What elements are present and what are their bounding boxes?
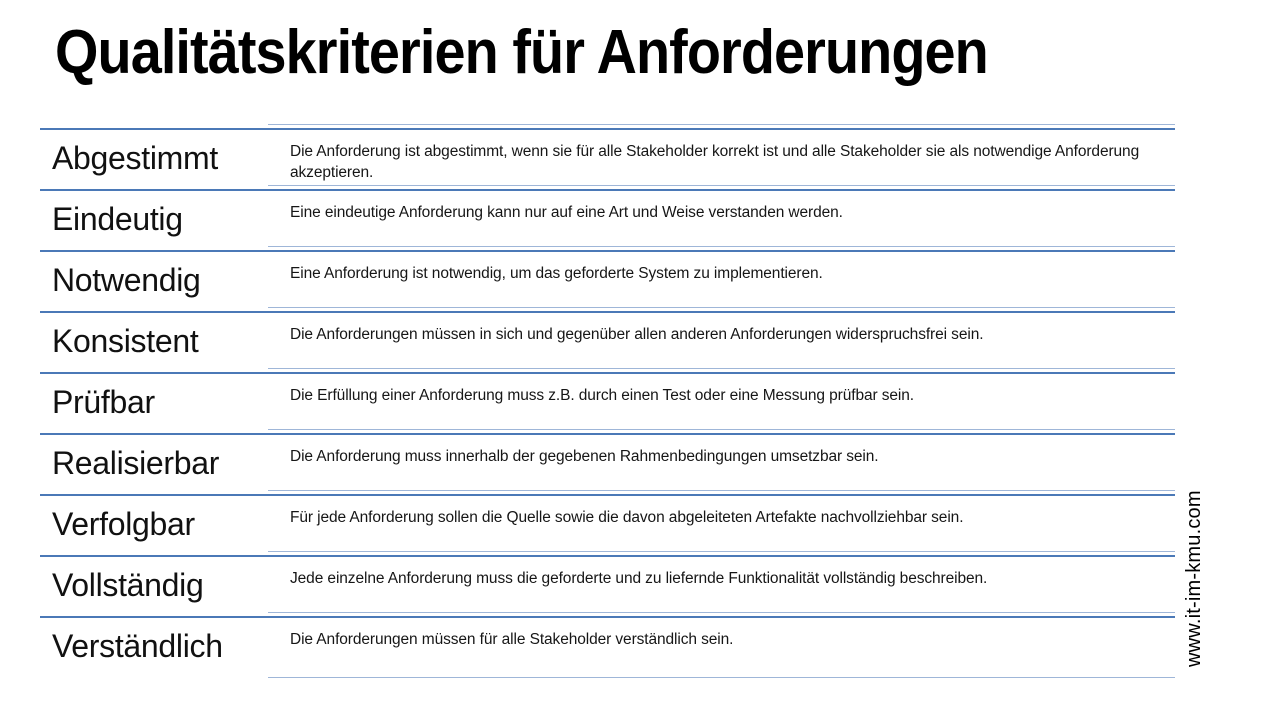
criterion-description: Eine eindeutige Anforderung kann nur auf eine Art und Weise verstanden werden.: [290, 204, 843, 221]
criterion-term: Eindeutig: [52, 201, 183, 237]
criteria-rows: [40, 128, 1175, 677]
table-row: [40, 311, 1175, 372]
description-divider-line: [268, 124, 1175, 125]
table-row: [40, 128, 1175, 189]
criterion-term: Notwendig: [52, 262, 201, 298]
table-row: [40, 555, 1175, 616]
criterion-term: Abgestimmt: [52, 140, 218, 176]
table-row: [40, 494, 1175, 555]
criterion-description: Die Anforderung ist abgestimmt, wenn sie für alle Stakeholder korrekt ist und alle Stakeholder sie als notwendige Anforderung akzeptieren.: [290, 143, 1140, 181]
criterion-description: Jede einzelne Anforderung muss die geforderte und zu liefernde Funktionalität vollständig beschreiben.: [290, 570, 988, 587]
website-watermark: www.it-im-kmu.com: [1183, 490, 1205, 668]
criterion-term: Vollständig: [52, 567, 204, 603]
table-row: [40, 616, 1175, 677]
criterion-description: Für jede Anforderung sollen die Quelle sowie die davon abgeleiteten Artefakte nachvollziehbar sein.: [290, 509, 964, 526]
criterion-description: Eine Anforderung ist notwendig, um das geforderte System zu implementieren.: [290, 265, 823, 282]
table-row: [40, 250, 1175, 311]
criterion-term: Realisierbar: [52, 445, 220, 481]
table-row: [40, 433, 1175, 494]
description-divider-line: [268, 677, 1175, 678]
criterion-description: Die Anforderungen müssen für alle Stakeholder verständlich sein.: [290, 631, 734, 648]
criterion-description: Die Anforderungen müssen in sich und gegenüber allen anderen Anforderungen widerspruchsfrei sein.: [290, 326, 984, 343]
criterion-term: Prüfbar: [52, 384, 155, 420]
table-row: [40, 372, 1175, 433]
criterion-description: Die Erfüllung einer Anforderung muss z.B. durch einen Test oder eine Messung prüfbar sein.: [290, 387, 914, 404]
criterion-description: Die Anforderung muss innerhalb der gegebenen Rahmenbedingungen umsetzbar sein.: [290, 448, 879, 465]
criteria-table: [40, 128, 1175, 677]
criterion-term: Verständlich: [52, 628, 223, 664]
table-row: [40, 189, 1175, 250]
criterion-term: Verfolgbar: [52, 506, 195, 542]
criterion-term: Konsistent: [52, 323, 199, 359]
page-title: Qualitätskriterien für Anforderungen: [55, 18, 988, 87]
